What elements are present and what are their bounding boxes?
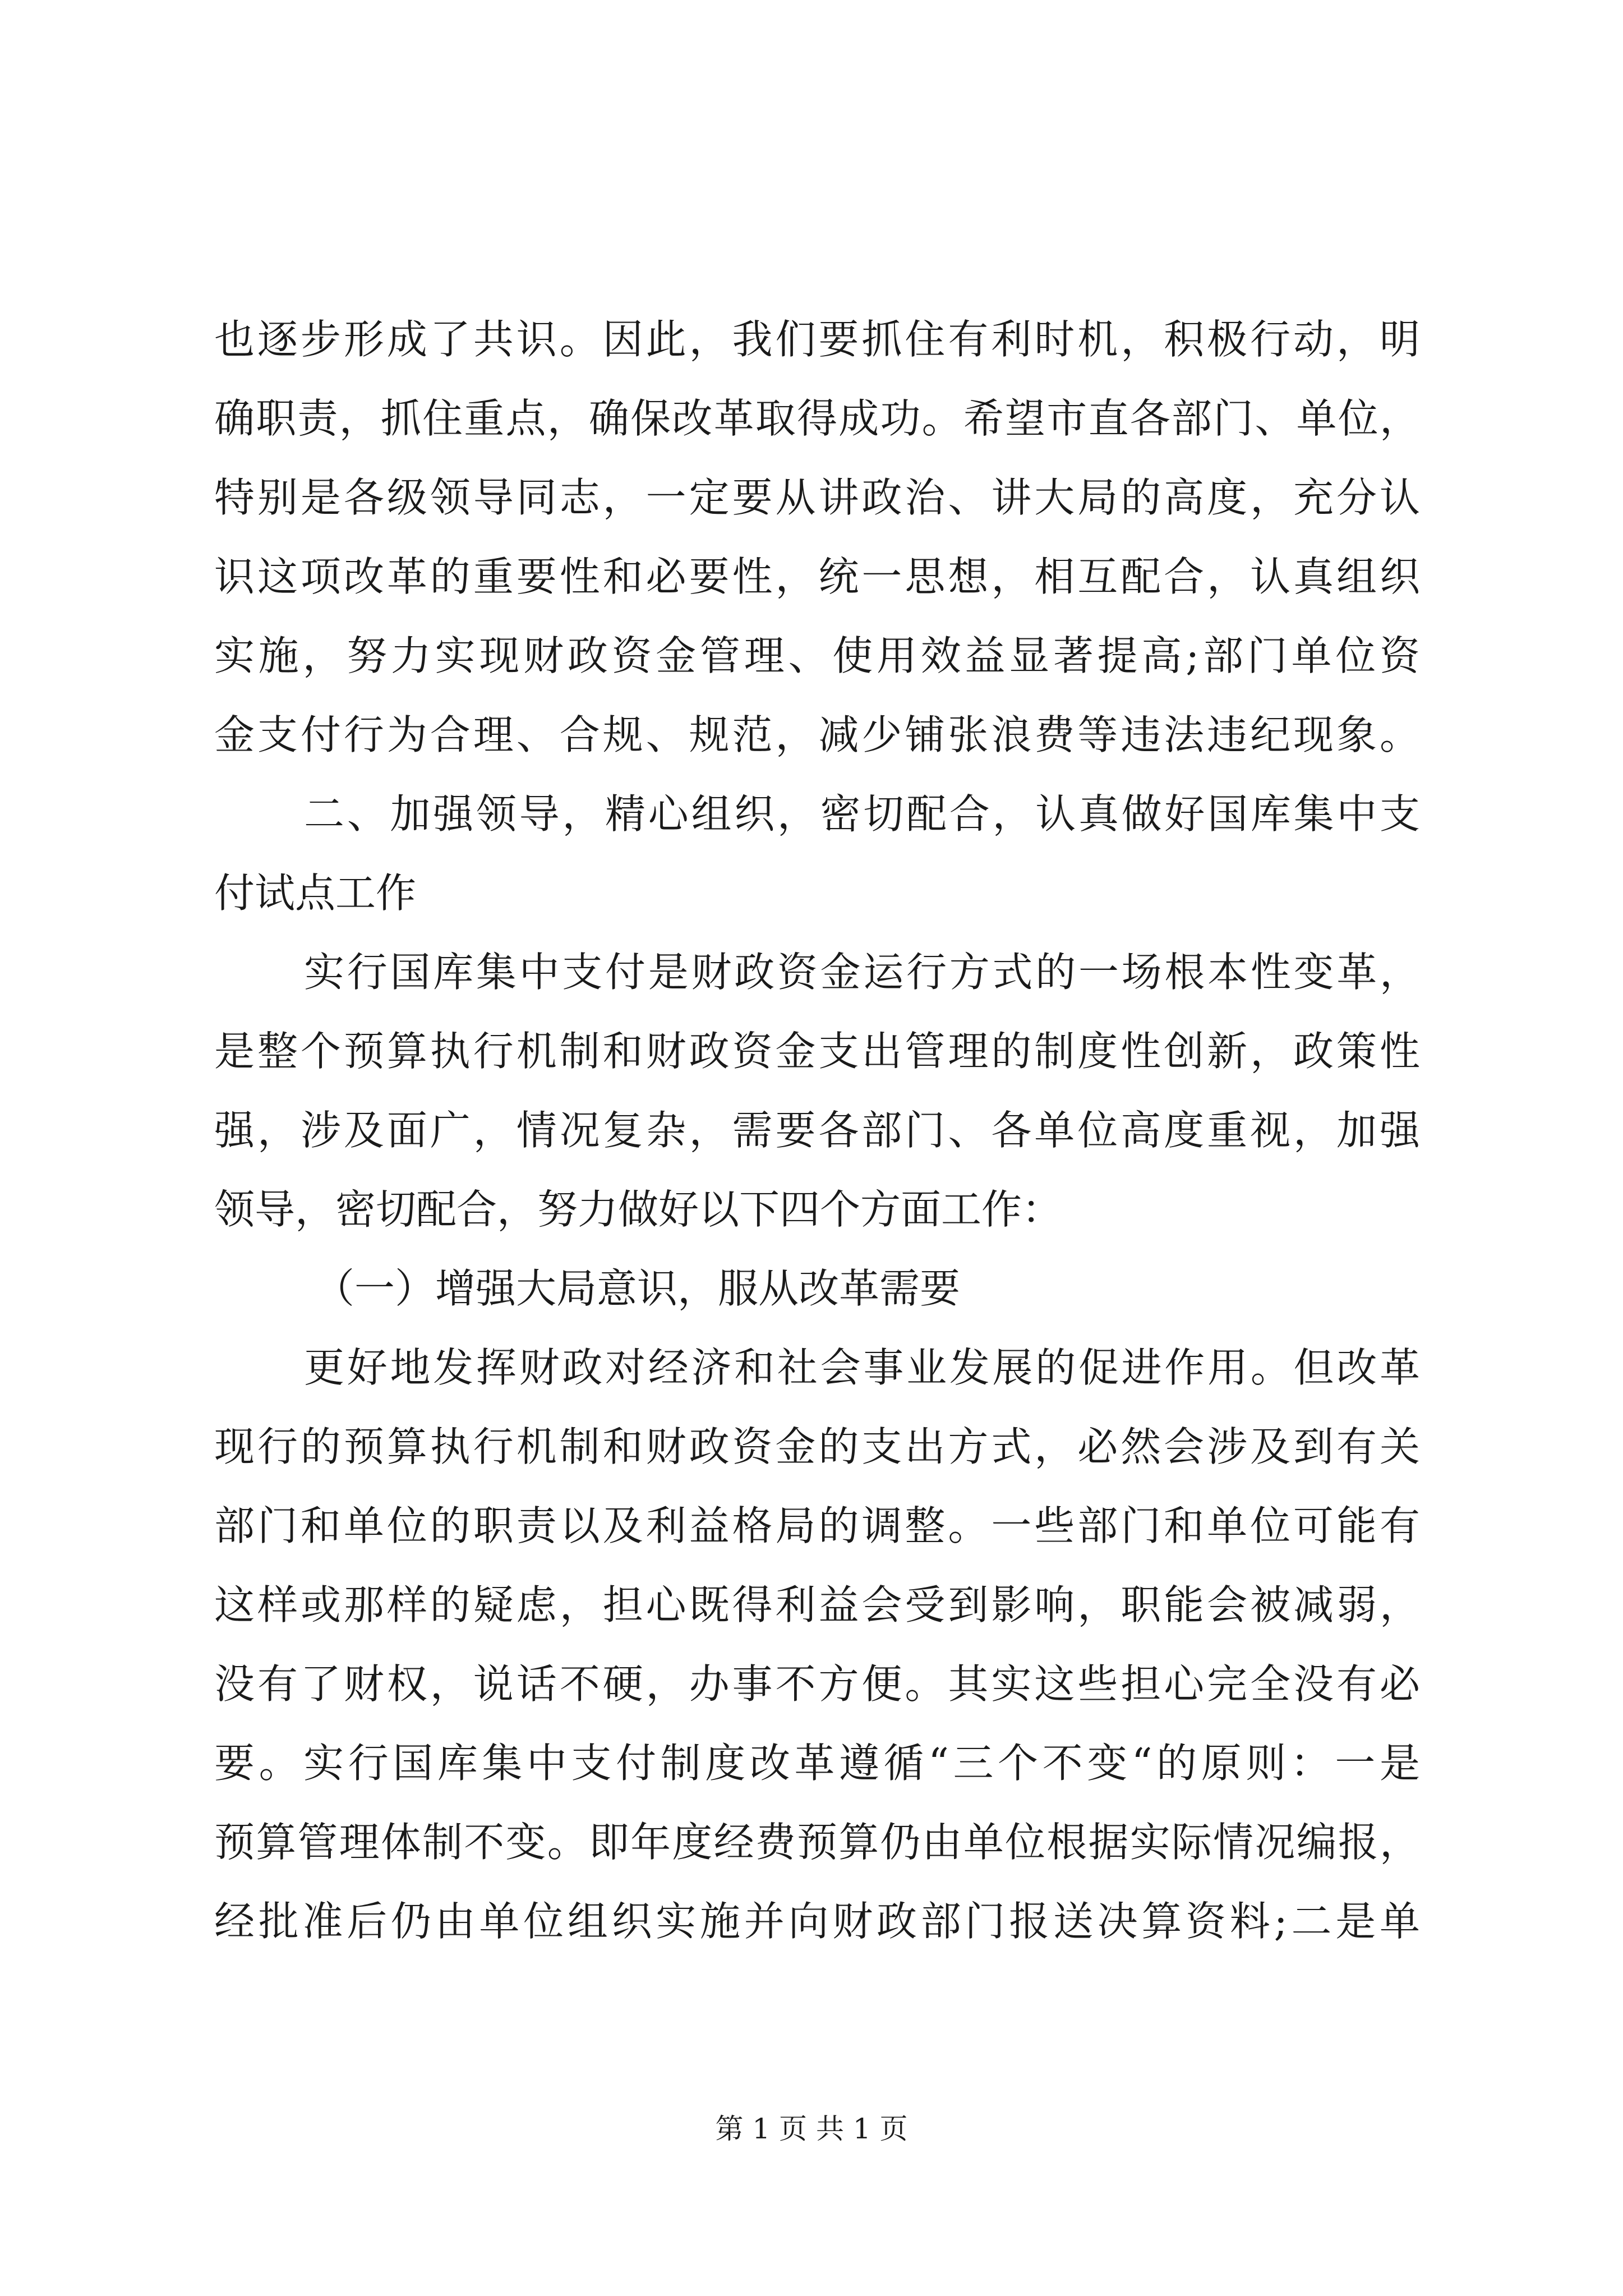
body-text-line: 经批准后仍由单位组织实施并向财政部门报送决算资料;二是单 [214, 1898, 1420, 1945]
body-text-line: 没有了财权，说话不硬，办事不方便。其实这些担心完全没有必 [214, 1660, 1420, 1708]
body-text-line: 更好地发挥财政对经济和社会事业发展的促进作用。但改革 [304, 1344, 1420, 1391]
section-heading-line: 二、加强领导，精心组织，密切配合，认真做好国库集中支 [304, 790, 1420, 838]
body-text-line: 是整个预算执行机制和财政资金支出管理的制度性创新，政策性 [214, 1028, 1420, 1075]
body-text-line: 这样或那样的疑虑，担心既得利益会受到影响，职能会被减弱， [214, 1581, 1420, 1628]
body-text-line: 也逐步形成了共识。因此，我们要抓住有利时机，积极行动，明 [214, 316, 1420, 363]
body-text-line: 强，涉及面广，情况复杂，需要各部门、各单位高度重视，加强 [214, 1107, 1420, 1154]
body-text-line: 识这项改革的重要性和必要性，统一思想，相互配合，认真组织 [214, 553, 1420, 600]
body-text-line: 特别是各级领导同志，一定要从讲政治、讲大局的高度，充分认 [214, 474, 1420, 521]
subsection-heading: （一）增强大局意识，服从改革需要 [314, 1265, 961, 1312]
body-text-line: 金支付行为合理、合规、规范，减少铺张浪费等违法违纪现象。 [214, 711, 1420, 758]
page-footer: 第 1 页 共 1 页 [715, 2113, 908, 2145]
section-heading-line: 付试点工作 [214, 869, 417, 917]
body-text-line: 领导，密切配合，努力做好以下四个方面工作： [214, 1186, 1063, 1233]
body-text-line: 现行的预算执行机制和财政资金的支出方式，必然会涉及到有关 [214, 1423, 1420, 1470]
body-text-line: 确职责，抓住重点，确保改革取得成功。希望市直各部门、单位， [214, 395, 1420, 442]
body-text-line: 部门和单位的职责以及利益格局的调整。一些部门和单位可能有 [214, 1502, 1420, 1549]
body-text-line: 预算管理体制不变。即年度经费预算仍由单位根据实际情况编报， [214, 1819, 1420, 1866]
body-text-line: 实施，努力实现财政资金管理、使用效益显著提高;部门单位资 [214, 632, 1420, 679]
body-text-line: 实行国库集中支付是财政资金运行方式的一场根本性变革， [304, 949, 1420, 996]
body-text-line: 要。实行国库集中支付制度改革遵循“三个不变“的原则：一是 [214, 1740, 1420, 1787]
